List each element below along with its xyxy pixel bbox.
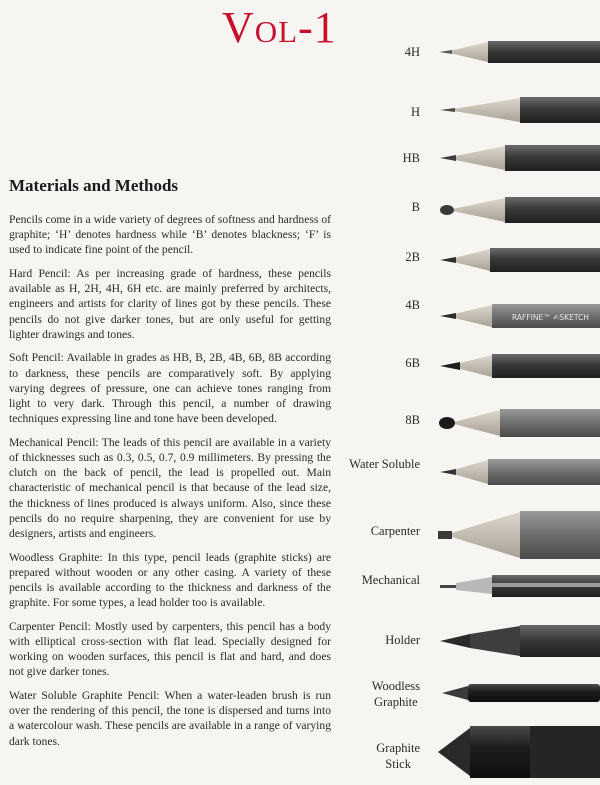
- pencil-label-graphite-stick: Graphite Stick: [376, 741, 420, 771]
- volume-title: Vol-1: [222, 3, 337, 52]
- pencil-6b: [440, 354, 600, 378]
- pencil-label-b: B: [411, 200, 420, 214]
- soft-pencil-paragraph: Soft Pencil: Available in grades as HB, B, 2B, 4B, 6B, 8B according to darkness, these pencils are comparatively soft. By applying varying degrees of pressure, one can achieve tones ranging from light to very dark. Through this pencil, a number of drawing techniques expressing line and tone have been developed.: [9, 351, 331, 426]
- woodless-graphite-paragraph: Woodless Graphite: In this type, pencil leads (graphite sticks) are prepared without wooden or any other casing. A variety of these pencils is available according to the thickness and darkness of the graphite. For some types, a lead holder too is available.: [9, 550, 331, 610]
- carpenter-pencil-paragraph: Carpenter Pencil: Mostly used by carpenters, this pencil has a body with elliptical cross-section with flat lead. Specially designed for working on wooden surfaces, this pencil is flat and hard, and does not give darker tones.: [9, 619, 331, 679]
- pencil-carpenter: [438, 511, 600, 559]
- pencil-8b: [439, 409, 600, 437]
- pencil-label-2b: 2B: [405, 250, 420, 264]
- pencil-water-soluble: [440, 459, 600, 485]
- intro-paragraph: Pencils come in a wide variety of degrees of softness and hardness of graphite; ‘H’ denotes hardness while ‘B’ denotes blackness; ‘F’ is used to indicate fine point of the pencil.: [9, 213, 331, 257]
- pencil-label-4b: 4B: [405, 298, 420, 312]
- section-heading: Materials and Methods: [9, 176, 179, 195]
- pencil-h: [440, 97, 600, 123]
- pencil-graphite-stick: [438, 726, 600, 778]
- pencil-holder: [440, 625, 600, 657]
- pencil-4b-imprint: RAFFINE™ ✍SKETCH: [512, 313, 589, 322]
- mechanical-pencil-paragraph: Mechanical Pencil: The leads of this pencil are available in a variety of thicknesses such as 0.3, 0.5, 0.7, 0.9 millimeters. By pressing the clutch on the back of pencil, the lead is propelled out. Main characteristic of mechanical pencil is that because of the lead size, the thickness of lines produced is always uniform. Also, since these pencils do no require sharpening, they are convenient for use by designers, artists and engineers.: [9, 435, 331, 541]
- pencil-2b: [440, 248, 600, 272]
- water-soluble-paragraph: Water Soluble Graphite Pencil: When a water-leaden brush is run over the rendering of this pencil, the tone is dispersed and turns into a watercolour wash. These pencils are available in a range of varying dark tones.: [9, 689, 331, 748]
- pencil-label-woodless-graphite: Woodless Graphite: [371, 679, 420, 709]
- pencil-4b: [440, 304, 600, 328]
- pencil-label-water-soluble: Water Soluble: [349, 457, 420, 471]
- pencil-label-8b: 8B: [405, 413, 420, 427]
- pencil-label-mechanical: Mechanical: [361, 573, 420, 587]
- pencil-label-carpenter: Carpenter: [370, 524, 420, 538]
- pencil-hb: [440, 145, 600, 171]
- hard-pencil-paragraph: Hard Pencil: As per increasing grade of hardness, these pencils available as H, 2H, 4H, 6H etc. are mainly preferred by architects, engineers and artists for clarity of lines got by these pencils. These pencils do not give darker tones, but are only useful for getting lighter drawings and tones.: [9, 267, 331, 341]
- pencil-label-hb: HB: [402, 151, 420, 165]
- pencil-b: [440, 197, 600, 223]
- pencil-label-6b: 6B: [405, 356, 420, 370]
- pencil-woodless-graphite: [442, 684, 600, 702]
- pencil-label-4h: 4H: [404, 45, 420, 59]
- pencil-label-holder: Holder: [385, 633, 420, 647]
- pencil-4h: [439, 41, 600, 63]
- pencil-mechanical: [440, 575, 600, 597]
- pencil-label-h: H: [410, 105, 420, 119]
